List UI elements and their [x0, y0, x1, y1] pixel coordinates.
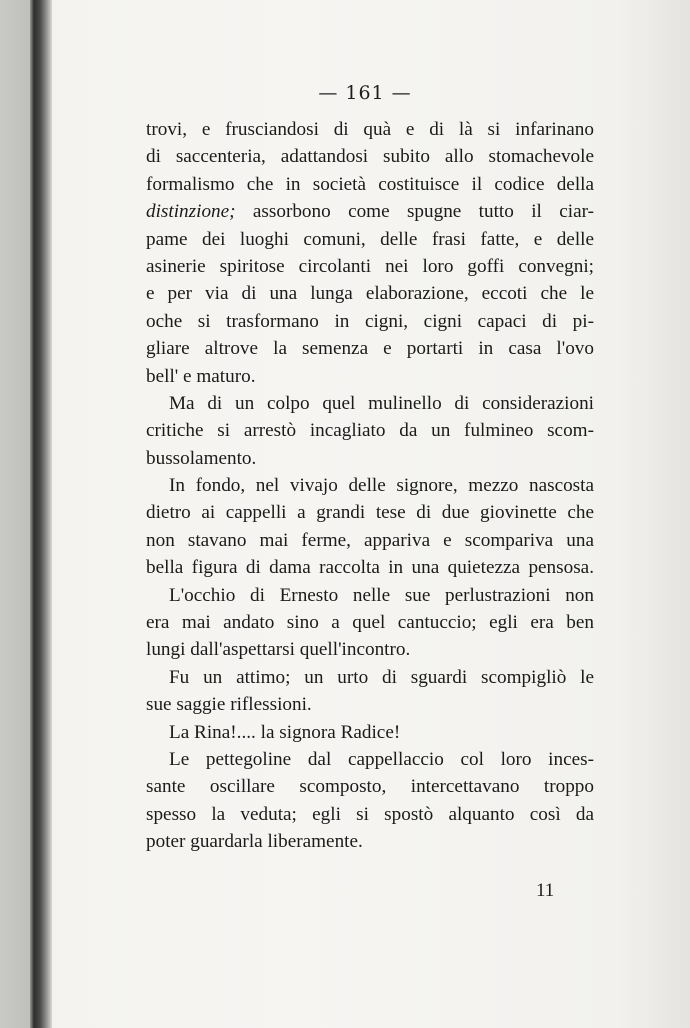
text-line: bella figura di dama raccolta in una quietezza pensosa.	[146, 557, 594, 579]
text-line: La Rina!.... la signora Radice!	[169, 721, 401, 743]
text-line: formalismo che in società costituisce il codice della	[146, 173, 594, 195]
signature-mark: 11	[536, 880, 555, 901]
italic-word: distinzione;	[146, 201, 236, 223]
text-line: sante oscillare scomposto, intercettavano troppo	[146, 776, 594, 798]
text-line: Le pettegoline dal cappellaccio col loro inces-	[169, 748, 594, 770]
text-line: L'occhio di Ernesto nelle sue perlustrazioni non	[169, 584, 594, 606]
text-line: distinzione; assorbono come spugne tutto il ciar-	[146, 201, 594, 223]
text-line: Fu un attimo; un urto di sguardi scompigliò le	[169, 666, 594, 688]
body-text	[146, 116, 594, 856]
text-line: Ma di un colpo quel mulinello di considerazioni	[169, 392, 594, 414]
book-spine-shadow	[0, 0, 30, 1028]
text-line: e per via di una lunga elaborazione, eccoti che le	[146, 283, 594, 305]
text-line: bell' e maturo.	[146, 365, 256, 387]
text-line: oche si trasformano in cigni, cigni capaci di pi-	[146, 310, 594, 332]
text-line: sue saggie riflessioni.	[146, 694, 312, 716]
text-line: critiche si arrestò incagliato da un fulmineo scom-	[146, 420, 594, 442]
text-line: pame dei luoghi comuni, delle frasi fatte, e delle	[146, 228, 594, 250]
text-line: poter guardarla liberamente.	[146, 831, 363, 853]
book-gutter	[30, 0, 52, 1028]
text-line: bussolamento.	[146, 447, 257, 469]
text-line: dietro ai cappelli a grandi tese di due giovinette che	[146, 502, 594, 524]
text-line: lungi dall'aspettarsi quell'incontro.	[146, 639, 411, 661]
page-number-header	[0, 82, 690, 104]
text-line: non stavano mai ferme, appariva e scompariva una	[146, 529, 594, 551]
text-line: era mai andato sino a quel cantuccio; egli era ben	[146, 612, 594, 634]
text-line: spesso la veduta; egli si spostò alquanto così da	[146, 803, 594, 825]
text-line: In fondo, nel vivajo delle signore, mezzo nascosta	[169, 475, 594, 497]
text-line: asinerie spiritose circolanti nei loro goffi convegni;	[146, 255, 594, 277]
page-number: — 161 —	[318, 82, 412, 104]
text-line: di saccenteria, adattandosi subito allo stomachevole	[146, 146, 594, 168]
text-line: gliare altrove la semenza e portarti in casa l'ovo	[146, 338, 594, 360]
text-line: trovi, e frusciandosi di quà e di là si infarinano	[146, 119, 594, 140]
